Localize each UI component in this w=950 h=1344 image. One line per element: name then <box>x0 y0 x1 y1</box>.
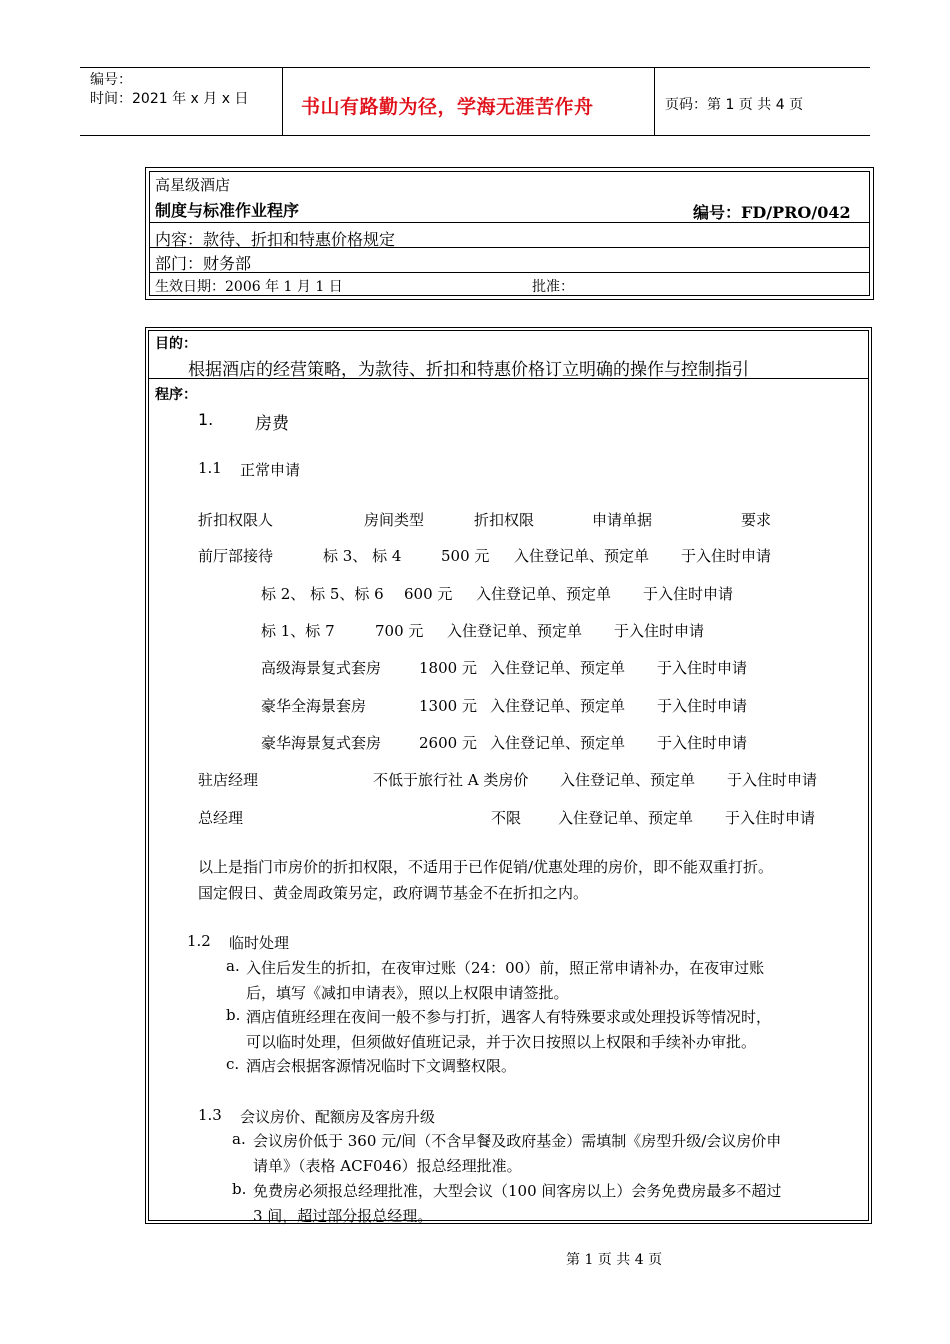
info-doc-title: 制度与标准作业程序 <box>155 201 300 220</box>
table-row-limit: 不限 <box>491 809 522 827</box>
info-hotel: 高星级酒店 <box>155 176 231 194</box>
subsection-1-2-title: 临时处理 <box>229 934 290 952</box>
header-top-rule <box>80 67 870 68</box>
table-row-limit: 700 元 <box>375 622 424 640</box>
header-page-label: 页码：第 1 页 共 4 页 <box>665 97 804 113</box>
table-row-limit: 600 元 <box>404 585 453 603</box>
table-row-req: 于入住时申请 <box>614 622 705 640</box>
table-row-room: 高级海景复式套房 <box>261 659 382 677</box>
table-header-doc: 申请单据 <box>592 511 653 529</box>
header-time-label: 时间：2021 年 x 月 x 日 <box>90 91 249 107</box>
section-1-title: 房费 <box>255 414 289 434</box>
table-row-doc: 入住登记单、预定单 <box>558 809 694 827</box>
section-1-number: 1. <box>198 410 214 429</box>
table-row-req: 于入住时申请 <box>657 659 748 677</box>
list-item-line: 请单》（表格 ACF046）报总经理批准。 <box>253 1157 522 1175</box>
table-row-doc: 入住登记单、预定单 <box>490 659 626 677</box>
header-number-label: 编号： <box>90 72 132 88</box>
table-row-doc: 入住登记单、预定单 <box>490 697 626 715</box>
table-row-room: 豪华海景复式套房 <box>261 734 382 752</box>
list-item-line: 可以临时处理，但须做好值班记录，并于次日按照以上权限和手续补办审批。 <box>246 1033 757 1051</box>
table-row-doc: 入住登记单、预定单 <box>490 734 626 752</box>
table-row-room: 标 1、标 7 <box>261 622 335 640</box>
list-item-mark: b. <box>232 1180 247 1198</box>
list-item-line: 免费房必须报总经理批准，大型会议（100 间客房以上）会务免费房最多不超过 <box>253 1182 782 1200</box>
table-header-limit: 折扣权限 <box>474 511 535 529</box>
table-row-req: 于入住时申请 <box>657 734 748 752</box>
table-row-limit: 1800 元 <box>419 659 477 677</box>
info-effective-date: 生效日期：2006 年 1 月 1 日 <box>155 279 343 295</box>
subsection-1-3-number: 1.3 <box>198 1106 222 1124</box>
info-row-rule-3 <box>149 272 869 273</box>
table-row-doc: 入住登记单、预定单 <box>560 771 696 789</box>
list-item-line: 酒店会根据客源情况临时下文调整权限。 <box>246 1057 517 1075</box>
discount-note-line-2: 国定假日、黄金周政策另定，政府调节基金不在折扣之内。 <box>198 884 589 902</box>
header-slogan: 书山有路勤为径，学海无涯苦作舟 <box>301 96 594 118</box>
list-item-mark: a. <box>232 1130 246 1148</box>
list-item-mark: b. <box>226 1006 241 1024</box>
list-item-line: 会议房价低于 360 元/间（不含早餐及政府基金）需填制《房型升级/会议房价申 <box>253 1132 782 1150</box>
subsection-1-1-number: 1.1 <box>198 459 222 477</box>
subsection-1-3-title: 会议房价、配额房及客房升级 <box>240 1108 436 1126</box>
table-row-room: 标 2、 标 5、标 6 <box>261 585 384 603</box>
table-row-room: 豪华全海景套房 <box>261 697 367 715</box>
subsection-1-1-title: 正常申请 <box>240 461 301 479</box>
table-row-limit: 不低于旅行社 A 类房价 <box>373 771 529 789</box>
table-header-who: 折扣权限人 <box>198 511 274 529</box>
table-row-limit: 1300 元 <box>419 697 477 715</box>
table-row-limit: 500 元 <box>441 547 490 565</box>
table-row-who: 驻店经理 <box>198 771 259 789</box>
header-bottom-rule <box>80 135 870 136</box>
list-item-line: 3 间，超过部分报总经理。 <box>253 1207 433 1225</box>
header-divider-left <box>282 67 283 136</box>
info-approval: 批准： <box>532 279 574 295</box>
table-header-room: 房间类型 <box>364 511 425 529</box>
table-row-req: 于入住时申请 <box>681 547 772 565</box>
list-item-mark: c. <box>226 1055 240 1073</box>
list-item-line: 入住后发生的折扣，在夜审过账（24：00）前，照正常申请补办，在夜审过账 <box>246 959 765 977</box>
list-item-line: 后，填写《减扣申请表》，照以上权限申请签批。 <box>246 984 569 1002</box>
purpose-text: 根据酒店的经营策略，为款待、折扣和特惠价格订立明确的操作与控制指引 <box>188 360 749 380</box>
table-row-doc: 入住登记单、预定单 <box>447 622 583 640</box>
table-row-who: 总经理 <box>198 809 244 827</box>
table-row-req: 于入住时申请 <box>725 809 816 827</box>
header-divider-right <box>654 67 655 136</box>
list-item-mark: a. <box>226 957 240 975</box>
table-row-req: 于入住时申请 <box>643 585 734 603</box>
info-department: 部门：财务部 <box>155 254 252 273</box>
table-row-req: 于入住时申请 <box>657 697 748 715</box>
table-row-who: 前厅部接待 <box>198 547 274 565</box>
purpose-label: 目的： <box>155 336 197 352</box>
table-row-doc: 入住登记单、预定单 <box>476 585 612 603</box>
footer-page-number: 第 1 页 共 4 页 <box>566 1252 663 1268</box>
table-header-req: 要求 <box>741 511 772 529</box>
procedure-label: 程序： <box>155 387 197 403</box>
discount-note-line-1: 以上是指门市房价的折扣权限，不适用于已作促销/优惠处理的房价，即不能双重打折。 <box>198 858 774 876</box>
info-doc-code: 编号：FD/PRO/042 <box>693 203 851 222</box>
table-row-doc: 入住登记单、预定单 <box>514 547 650 565</box>
table-row-req: 于入住时申请 <box>727 771 818 789</box>
table-row-room: 标 3、 标 4 <box>323 547 402 565</box>
list-item-line: 酒店值班经理在夜间一般不参与打折，遇客人有特殊要求或处理投诉等情况时， <box>246 1008 772 1026</box>
info-content: 内容：款待、折扣和特惠价格规定 <box>155 230 396 249</box>
table-row-limit: 2600 元 <box>419 734 477 752</box>
subsection-1-2-number: 1.2 <box>187 932 211 950</box>
